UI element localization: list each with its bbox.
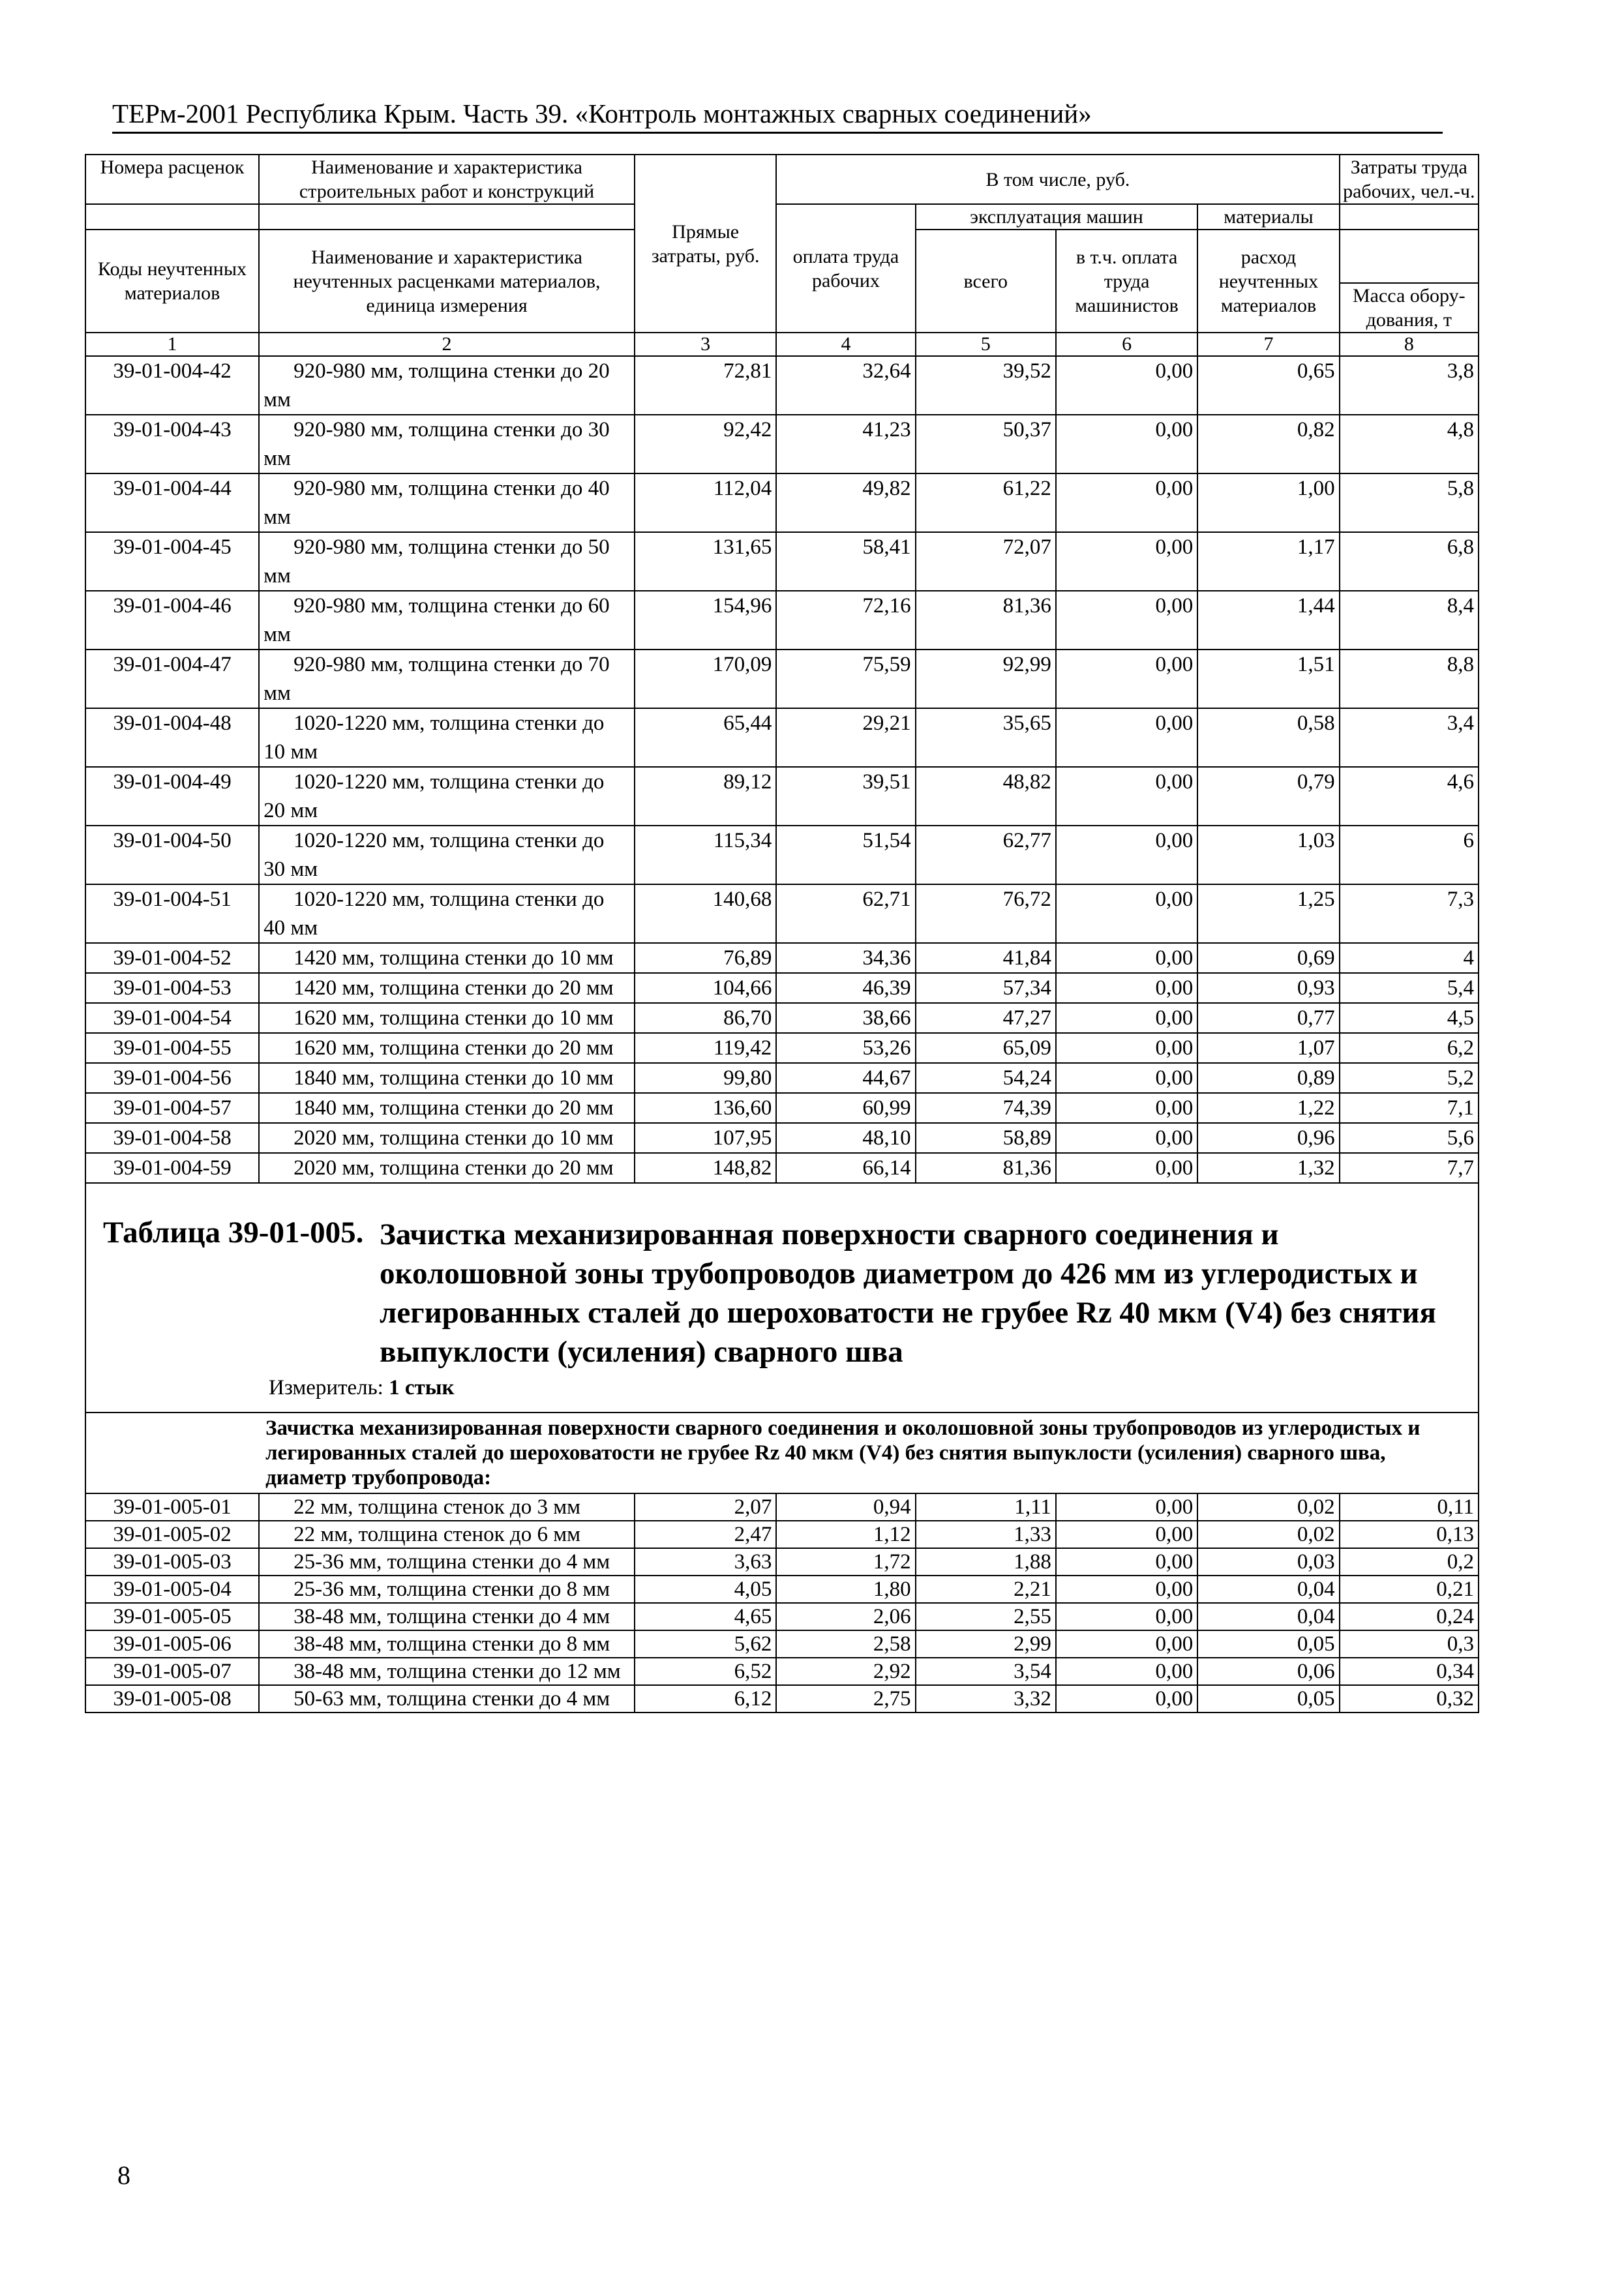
cell-machines: 1,11	[916, 1493, 1056, 1521]
cell-materials: 0,04	[1197, 1603, 1339, 1630]
cell-machines: 76,72	[916, 884, 1056, 943]
cell-code: 39-01-004-50	[85, 826, 259, 884]
cell-machines: 41,84	[916, 943, 1056, 973]
cell-name: 50-63 мм, толщина стенки до 4 мм	[259, 1685, 635, 1713]
cell-direct: 112,04	[635, 473, 776, 532]
column-number: 1	[85, 333, 259, 356]
cell-operators: 0,00	[1056, 473, 1197, 532]
header-col3: Прямые затраты, руб.	[635, 155, 776, 333]
cell-materials: 0,82	[1197, 415, 1339, 473]
cell-materials: 0,65	[1197, 356, 1339, 415]
table-row	[85, 473, 1479, 532]
table-row	[85, 1548, 1479, 1576]
cell-machines: 1,33	[916, 1521, 1056, 1548]
table-row	[85, 884, 1479, 943]
cell-hours: 0,24	[1340, 1603, 1479, 1630]
cell-name: 1020-1220 мм, толщина стенки до 10 мм	[259, 708, 635, 767]
cell-materials: 0,69	[1197, 943, 1339, 973]
cell-name: 22 мм, толщина стенок до 6 мм	[259, 1521, 635, 1548]
cell-direct: 99,80	[635, 1063, 776, 1093]
cell-direct: 6,12	[635, 1685, 776, 1713]
cell-hours: 0,34	[1340, 1658, 1479, 1685]
cell-hours: 0,13	[1340, 1521, 1479, 1548]
cell-labor: 75,59	[776, 650, 915, 708]
cell-labor: 51,54	[776, 826, 915, 884]
column-number: 7	[1197, 333, 1339, 356]
cell-code: 39-01-004-55	[85, 1033, 259, 1063]
cell-machines: 48,82	[916, 767, 1056, 826]
cell-hours: 4,8	[1340, 415, 1479, 473]
cell-labor: 41,23	[776, 415, 915, 473]
cell-direct: 148,82	[635, 1153, 776, 1183]
cell-hours: 7,7	[1340, 1153, 1479, 1183]
cell-direct: 115,34	[635, 826, 776, 884]
cell-hours: 4	[1340, 943, 1479, 973]
cell-machines: 35,65	[916, 708, 1056, 767]
cell-direct: 65,44	[635, 708, 776, 767]
cell-code: 39-01-005-08	[85, 1685, 259, 1713]
cell-machines: 47,27	[916, 1003, 1056, 1033]
cell-direct: 76,89	[635, 943, 776, 973]
table-row	[85, 650, 1479, 708]
cell-labor: 32,64	[776, 356, 915, 415]
cell-name: 1020-1220 мм, толщина стенки до 20 мм	[259, 767, 635, 826]
cell-labor: 53,26	[776, 1033, 915, 1063]
cell-operators: 0,00	[1056, 1033, 1197, 1063]
cell-name: 1420 мм, толщина стенки до 20 мм	[259, 973, 635, 1003]
cell-direct: 3,63	[635, 1548, 776, 1576]
rates-section	[85, 154, 1479, 1713]
cell-machines: 61,22	[916, 473, 1056, 532]
header-col8-bottom: Масса обору-дования, т	[1340, 283, 1479, 333]
header-col1-bottom: Коды неучтенных материалов	[85, 230, 259, 333]
cell-code: 39-01-004-58	[85, 1123, 259, 1153]
cell-direct: 119,42	[635, 1033, 776, 1063]
header-col2-bottom: Наименование и характеристика неучтенных расценками материалов, единица измерения	[259, 230, 635, 333]
header-col8-top: Затраты труда рабочих, чел.-ч.	[1340, 155, 1479, 204]
cell-operators: 0,00	[1056, 1093, 1197, 1123]
cell-operators: 0,00	[1056, 1153, 1197, 1183]
cell-operators: 0,00	[1056, 415, 1197, 473]
rates-table	[85, 154, 1479, 1184]
cell-name: 2020 мм, толщина стенки до 10 мм	[259, 1123, 635, 1153]
table-row	[85, 1521, 1479, 1548]
cell-code: 39-01-005-04	[85, 1576, 259, 1603]
table-row	[85, 1685, 1479, 1713]
cell-machines: 57,34	[916, 973, 1056, 1003]
cell-code: 39-01-004-43	[85, 415, 259, 473]
cell-materials: 1,32	[1197, 1153, 1339, 1183]
cell-materials: 0,79	[1197, 767, 1339, 826]
cell-name: 2020 мм, толщина стенки до 20 мм	[259, 1153, 635, 1183]
table-row	[85, 1003, 1479, 1033]
cell-labor: 29,21	[776, 708, 915, 767]
cell-hours: 5,6	[1340, 1123, 1479, 1153]
cell-labor: 1,80	[776, 1576, 915, 1603]
table-row	[85, 973, 1479, 1003]
cell-name: 1620 мм, толщина стенки до 10 мм	[259, 1003, 635, 1033]
cell-operators: 0,00	[1056, 1123, 1197, 1153]
cell-machines: 81,36	[916, 591, 1056, 650]
cell-hours: 0,3	[1340, 1630, 1479, 1658]
cell-code: 39-01-004-52	[85, 943, 259, 973]
cell-labor: 39,51	[776, 767, 915, 826]
cell-machines: 50,37	[916, 415, 1056, 473]
table-row	[85, 356, 1479, 415]
column-number: 5	[916, 333, 1056, 356]
cell-operators: 0,00	[1056, 1063, 1197, 1093]
cell-materials: 1,44	[1197, 591, 1339, 650]
cell-code: 39-01-005-01	[85, 1493, 259, 1521]
cell-materials: 0,96	[1197, 1123, 1339, 1153]
cell-direct: 92,42	[635, 415, 776, 473]
cell-name: 1620 мм, толщина стенки до 20 мм	[259, 1033, 635, 1063]
cell-operators: 0,00	[1056, 973, 1197, 1003]
cell-materials: 0,02	[1197, 1521, 1339, 1548]
cell-code: 39-01-004-47	[85, 650, 259, 708]
table-row	[85, 1576, 1479, 1603]
cell-code: 39-01-005-06	[85, 1630, 259, 1658]
rates-004-body	[85, 356, 1479, 1183]
cell-materials: 0,05	[1197, 1630, 1339, 1658]
cell-machines: 81,36	[916, 1153, 1056, 1183]
cell-operators: 0,00	[1056, 650, 1197, 708]
cell-labor: 38,66	[776, 1003, 915, 1033]
cell-hours: 5,8	[1340, 473, 1479, 532]
table-row	[85, 1658, 1479, 1685]
table-row	[85, 767, 1479, 826]
table-row	[85, 1033, 1479, 1063]
cell-operators: 0,00	[1056, 767, 1197, 826]
cell-machines: 2,21	[916, 1576, 1056, 1603]
cell-hours: 0,11	[1340, 1493, 1479, 1521]
cell-direct: 104,66	[635, 973, 776, 1003]
cell-name: 1840 мм, толщина стенки до 10 мм	[259, 1063, 635, 1093]
header-col4: оплата труда рабочих	[776, 204, 915, 333]
cell-direct: 86,70	[635, 1003, 776, 1033]
cell-hours: 8,8	[1340, 650, 1479, 708]
table-row	[85, 1630, 1479, 1658]
cell-hours: 7,1	[1340, 1093, 1479, 1123]
cell-direct: 4,05	[635, 1576, 776, 1603]
cell-name: 1020-1220 мм, толщина стенки до 30 мм	[259, 826, 635, 884]
header-col5: всего	[916, 230, 1056, 333]
header-col1-top: Номера расценок	[85, 155, 259, 204]
cell-labor: 48,10	[776, 1123, 915, 1153]
cell-labor: 2,58	[776, 1630, 915, 1658]
cell-labor: 72,16	[776, 591, 915, 650]
table-number: Таблица 39-01-005.	[103, 1216, 364, 1249]
page-number: 8	[117, 2161, 130, 2190]
cell-labor: 34,36	[776, 943, 915, 973]
section-caption: Зачистка механизированная поверхности сварного соединения и околошовной зоны трубопроводов из углеродистых и легированных сталей до шероховатости не грубее Rz 40 мкм (V4) без снятия выпуклости (усиления) сварного шва, диаметр трубопровода:	[259, 1413, 1479, 1493]
cell-code: 39-01-004-59	[85, 1153, 259, 1183]
cell-operators: 0,00	[1056, 708, 1197, 767]
cell-code: 39-01-004-56	[85, 1063, 259, 1093]
cell-materials: 1,00	[1197, 473, 1339, 532]
cell-name: 1020-1220 мм, толщина стенки до 40 мм	[259, 884, 635, 943]
cell-operators: 0,00	[1056, 1493, 1197, 1521]
cell-operators: 0,00	[1056, 1576, 1197, 1603]
cell-code: 39-01-004-51	[85, 884, 259, 943]
table-row	[85, 708, 1479, 767]
column-numbers	[85, 333, 1479, 356]
table-row	[85, 1093, 1479, 1123]
table-title: Зачистка механизированная поверхности сварного соединения и околошовной зоны трубопроводов диаметром до 426 мм из углеродистых и легированных сталей до шероховатости не грубее Rz 40 мкм (V4) без снятия выпуклости (усиления) сварного шва	[380, 1218, 1436, 1369]
cell-name: 38-48 мм, толщина стенки до 12 мм	[259, 1658, 635, 1685]
column-number: 2	[259, 333, 635, 356]
cell-name: 920-980 мм, толщина стенки до 20 мм	[259, 356, 635, 415]
cell-code: 39-01-004-48	[85, 708, 259, 767]
cell-operators: 0,00	[1056, 1658, 1197, 1685]
caption-spacer	[85, 1413, 259, 1493]
measure-label: Измеритель:	[269, 1376, 383, 1399]
cell-name: 920-980 мм, толщина стенки до 30 мм	[259, 415, 635, 473]
table-title-block	[85, 1184, 1479, 1412]
page-header: ТЕРм-2001 Республика Крым. Часть 39. «Контроль монтажных сварных соединений»	[112, 98, 1443, 134]
cell-materials: 0,02	[1197, 1493, 1339, 1521]
cell-operators: 0,00	[1056, 1521, 1197, 1548]
cell-code: 39-01-005-07	[85, 1658, 259, 1685]
cell-code: 39-01-005-05	[85, 1603, 259, 1630]
cell-machines: 65,09	[916, 1033, 1056, 1063]
cell-labor: 2,92	[776, 1658, 915, 1685]
cell-operators: 0,00	[1056, 1548, 1197, 1576]
cell-hours: 0,32	[1340, 1685, 1479, 1713]
header-col2-top: Наименование и характеристика строительных работ и конструкций	[259, 155, 635, 204]
cell-hours: 3,8	[1340, 356, 1479, 415]
cell-operators: 0,00	[1056, 591, 1197, 650]
header-group: В том числе, руб.	[776, 155, 1339, 204]
cell-machines: 2,55	[916, 1603, 1056, 1630]
cell-machines: 3,32	[916, 1685, 1056, 1713]
cell-code: 39-01-004-45	[85, 532, 259, 591]
cell-name: 38-48 мм, толщина стенки до 8 мм	[259, 1630, 635, 1658]
cell-direct: 2,07	[635, 1493, 776, 1521]
cell-operators: 0,00	[1056, 1003, 1197, 1033]
cell-materials: 1,03	[1197, 826, 1339, 884]
rates-005-body	[85, 1493, 1479, 1713]
cell-materials: 1,51	[1197, 650, 1339, 708]
header-col7: расход неучтенных материалов	[1197, 230, 1339, 333]
cell-machines: 74,39	[916, 1093, 1056, 1123]
cell-hours: 3,4	[1340, 708, 1479, 767]
cell-labor: 1,72	[776, 1548, 915, 1576]
cell-hours: 6,2	[1340, 1033, 1479, 1063]
column-number: 8	[1340, 333, 1479, 356]
cell-code: 39-01-004-46	[85, 591, 259, 650]
cell-labor: 66,14	[776, 1153, 915, 1183]
cell-code: 39-01-004-57	[85, 1093, 259, 1123]
cell-hours: 6,8	[1340, 532, 1479, 591]
cell-name: 25-36 мм, толщина стенки до 4 мм	[259, 1548, 635, 1576]
cell-machines: 92,99	[916, 650, 1056, 708]
cell-materials: 0,77	[1197, 1003, 1339, 1033]
cell-labor: 46,39	[776, 973, 915, 1003]
cell-machines: 54,24	[916, 1063, 1056, 1093]
cell-operators: 0,00	[1056, 1603, 1197, 1630]
cell-labor: 60,99	[776, 1093, 915, 1123]
cell-direct: 4,65	[635, 1603, 776, 1630]
cell-labor: 2,06	[776, 1603, 915, 1630]
header-materials: материалы	[1197, 204, 1339, 230]
cell-labor: 62,71	[776, 884, 915, 943]
cell-hours: 7,3	[1340, 884, 1479, 943]
cell-machines: 39,52	[916, 356, 1056, 415]
cell-direct: 5,62	[635, 1630, 776, 1658]
cell-materials: 0,03	[1197, 1548, 1339, 1576]
cell-name: 920-980 мм, толщина стенки до 50 мм	[259, 532, 635, 591]
cell-code: 39-01-004-49	[85, 767, 259, 826]
cell-direct: 6,52	[635, 1658, 776, 1685]
cell-labor: 58,41	[776, 532, 915, 591]
table-row	[85, 532, 1479, 591]
column-number: 4	[776, 333, 915, 356]
cell-code: 39-01-005-02	[85, 1521, 259, 1548]
cell-hours: 4,5	[1340, 1003, 1479, 1033]
cell-name: 1420 мм, толщина стенки до 10 мм	[259, 943, 635, 973]
cell-name: 1840 мм, толщина стенки до 20 мм	[259, 1093, 635, 1123]
cell-materials: 1,25	[1197, 884, 1339, 943]
header-col6: в т.ч. оплата труда машинистов	[1056, 230, 1197, 333]
cell-materials: 0,05	[1197, 1685, 1339, 1713]
cell-labor: 2,75	[776, 1685, 915, 1713]
cell-name: 22 мм, толщина стенок до 3 мм	[259, 1493, 635, 1521]
cell-hours: 8,4	[1340, 591, 1479, 650]
column-number: 6	[1056, 333, 1197, 356]
cell-direct: 89,12	[635, 767, 776, 826]
cell-code: 39-01-004-44	[85, 473, 259, 532]
cell-materials: 0,89	[1197, 1063, 1339, 1093]
table-row	[85, 826, 1479, 884]
cell-machines: 2,99	[916, 1630, 1056, 1658]
cell-name: 920-980 мм, толщина стенки до 40 мм	[259, 473, 635, 532]
column-number: 3	[635, 333, 776, 356]
table-row	[85, 1063, 1479, 1093]
rates-table-005	[85, 1412, 1479, 1713]
measure-value: 1 стык	[389, 1376, 455, 1399]
cell-machines: 1,88	[916, 1548, 1056, 1576]
cell-code: 39-01-005-03	[85, 1548, 259, 1576]
cell-materials: 1,22	[1197, 1093, 1339, 1123]
table-row	[85, 415, 1479, 473]
cell-operators: 0,00	[1056, 943, 1197, 973]
cell-materials: 0,93	[1197, 973, 1339, 1003]
cell-machines: 58,89	[916, 1123, 1056, 1153]
cell-operators: 0,00	[1056, 532, 1197, 591]
cell-hours: 0,21	[1340, 1576, 1479, 1603]
table-row	[85, 591, 1479, 650]
table-row	[85, 1493, 1479, 1521]
cell-machines: 62,77	[916, 826, 1056, 884]
cell-code: 39-01-004-42	[85, 356, 259, 415]
cell-code: 39-01-004-54	[85, 1003, 259, 1033]
cell-direct: 170,09	[635, 650, 776, 708]
cell-hours: 6	[1340, 826, 1479, 884]
cell-labor: 1,12	[776, 1521, 915, 1548]
cell-name: 38-48 мм, толщина стенки до 4 мм	[259, 1603, 635, 1630]
cell-operators: 0,00	[1056, 826, 1197, 884]
cell-hours: 0,2	[1340, 1548, 1479, 1576]
cell-name: 25-36 мм, толщина стенки до 8 мм	[259, 1576, 635, 1603]
cell-direct: 136,60	[635, 1093, 776, 1123]
cell-operators: 0,00	[1056, 1630, 1197, 1658]
cell-operators: 0,00	[1056, 884, 1197, 943]
cell-direct: 131,65	[635, 532, 776, 591]
cell-materials: 0,58	[1197, 708, 1339, 767]
cell-labor: 49,82	[776, 473, 915, 532]
cell-operators: 0,00	[1056, 1685, 1197, 1713]
cell-hours: 4,6	[1340, 767, 1479, 826]
table-row	[85, 1153, 1479, 1183]
cell-labor: 44,67	[776, 1063, 915, 1093]
cell-direct: 107,95	[635, 1123, 776, 1153]
cell-name: 920-980 мм, толщина стенки до 70 мм	[259, 650, 635, 708]
header-machines: эксплуатация машин	[916, 204, 1198, 230]
cell-materials: 1,07	[1197, 1033, 1339, 1063]
cell-direct: 140,68	[635, 884, 776, 943]
measure-unit	[269, 1376, 455, 1400]
cell-direct: 2,47	[635, 1521, 776, 1548]
cell-materials: 1,17	[1197, 532, 1339, 591]
cell-machines: 3,54	[916, 1658, 1056, 1685]
cell-hours: 5,4	[1340, 973, 1479, 1003]
table-header	[85, 155, 1479, 333]
cell-direct: 72,81	[635, 356, 776, 415]
cell-direct: 154,96	[635, 591, 776, 650]
cell-code: 39-01-004-53	[85, 973, 259, 1003]
table-row	[85, 943, 1479, 973]
cell-labor: 0,94	[776, 1493, 915, 1521]
cell-materials: 0,06	[1197, 1658, 1339, 1685]
cell-hours: 5,2	[1340, 1063, 1479, 1093]
cell-materials: 0,04	[1197, 1576, 1339, 1603]
table-row	[85, 1603, 1479, 1630]
cell-operators: 0,00	[1056, 356, 1197, 415]
table-row	[85, 1123, 1479, 1153]
cell-machines: 72,07	[916, 532, 1056, 591]
cell-name: 920-980 мм, толщина стенки до 60 мм	[259, 591, 635, 650]
